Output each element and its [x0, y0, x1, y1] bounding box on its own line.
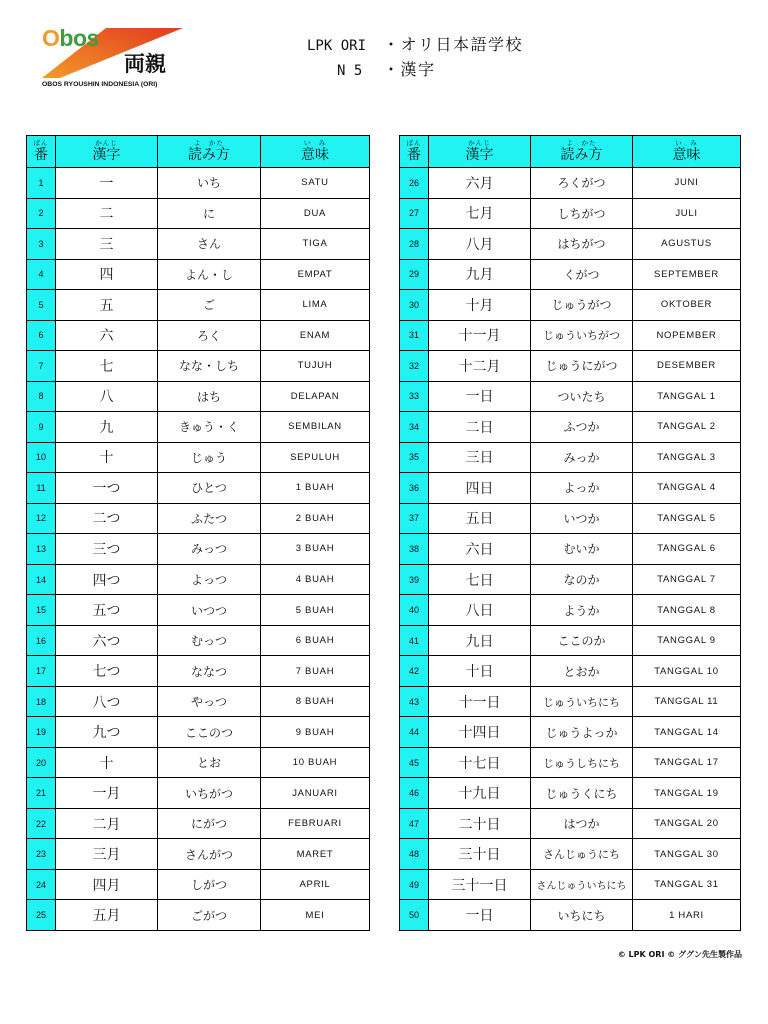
row-number: 32: [400, 351, 429, 382]
vocab-table-right: [399, 135, 741, 931]
meaning-cell: 3 BUAH: [261, 534, 370, 565]
meaning-cell: TUJUH: [261, 351, 370, 382]
meaning-cell: 5 BUAH: [261, 595, 370, 626]
kanji-cell: 二つ: [56, 504, 158, 535]
row-number: 31: [400, 321, 429, 352]
meaning-cell: TANGGAL 7: [633, 565, 741, 596]
meaning-cell: TANGGAL 11: [633, 687, 741, 718]
row-number: 48: [400, 839, 429, 870]
reading-cell: ごがつ: [158, 900, 261, 931]
reading-cell: むいか: [531, 534, 633, 565]
reading-cell: ここのか: [531, 626, 633, 657]
meaning-cell: 7 BUAH: [261, 656, 370, 687]
row-number: 37: [400, 504, 429, 535]
reading-cell: いち: [158, 168, 261, 199]
kanji-cell: 六日: [429, 534, 531, 565]
kanji-cell: 十七日: [429, 748, 531, 779]
meaning-cell: JUNI: [633, 168, 741, 199]
meaning-cell: TANGGAL 8: [633, 595, 741, 626]
kanji-cell: 六月: [429, 168, 531, 199]
row-number: 12: [27, 504, 56, 535]
reading-cell: じゅう: [158, 443, 261, 474]
meaning-cell: DESEMBER: [633, 351, 741, 382]
column-header-ruby: かんじ: [95, 139, 118, 147]
reading-cell: ななつ: [158, 656, 261, 687]
logo-brand-rest: bos: [59, 25, 99, 51]
meaning-cell: TANGGAL 3: [633, 443, 741, 474]
reading-cell: みっつ: [158, 534, 261, 565]
kanji-cell: 一つ: [56, 473, 158, 504]
kanji-cell: 七日: [429, 565, 531, 596]
kanji-cell: 九: [56, 412, 158, 443]
column-header-ruby: い み: [303, 139, 327, 147]
school-logo: [40, 24, 188, 92]
row-number: 19: [27, 717, 56, 748]
meaning-cell: JULI: [633, 199, 741, 230]
meaning-cell: TANGGAL 9: [633, 626, 741, 657]
column-header-label: 漢字: [92, 147, 121, 163]
kanji-cell: 七つ: [56, 656, 158, 687]
reading-cell: むっつ: [158, 626, 261, 657]
column-header-number: [400, 136, 429, 168]
column-header-ruby: かんじ: [468, 139, 491, 147]
meaning-cell: AGUSTUS: [633, 229, 741, 260]
row-number: 49: [400, 870, 429, 901]
meaning-cell: 1 BUAH: [261, 473, 370, 504]
row-number: 21: [27, 778, 56, 809]
reading-cell: いちがつ: [158, 778, 261, 809]
column-header-label: 番: [34, 147, 48, 163]
row-number: 42: [400, 656, 429, 687]
reading-cell: ろくがつ: [531, 168, 633, 199]
meaning-cell: SEMBILAN: [261, 412, 370, 443]
row-number: 45: [400, 748, 429, 779]
logo-subtitle: OBOS RYOUSHIN INDONESIA (ORI): [42, 81, 158, 88]
kanji-cell: 六: [56, 321, 158, 352]
kanji-cell: 九日: [429, 626, 531, 657]
kanji-cell: 四月: [56, 870, 158, 901]
column-header-number: [27, 136, 56, 168]
meaning-cell: TANGGAL 6: [633, 534, 741, 565]
meaning-cell: SATU: [261, 168, 370, 199]
row-number: 15: [27, 595, 56, 626]
row-number: 20: [27, 748, 56, 779]
row-number: 7: [27, 351, 56, 382]
row-number: 40: [400, 595, 429, 626]
reading-cell: に: [158, 199, 261, 230]
reading-cell: ご: [158, 290, 261, 321]
reading-cell: ふたつ: [158, 504, 261, 535]
kanji-cell: 十月: [429, 290, 531, 321]
kanji-cell: 十九日: [429, 778, 531, 809]
row-number: 38: [400, 534, 429, 565]
meaning-cell: MARET: [261, 839, 370, 870]
header-subject: ・漢字: [383, 60, 436, 79]
row-number: 13: [27, 534, 56, 565]
reading-cell: じゅうしちにち: [531, 748, 633, 779]
logo-brand: [42, 26, 99, 50]
reading-cell: じゅうくにち: [531, 778, 633, 809]
reading-cell: じゅうよっか: [531, 717, 633, 748]
kanji-cell: 八つ: [56, 687, 158, 718]
column-header-kanji: [56, 136, 158, 168]
kanji-cell: 十一日: [429, 687, 531, 718]
kanji-cell: 二月: [56, 809, 158, 840]
meaning-cell: 4 BUAH: [261, 565, 370, 596]
kanji-cell: 三つ: [56, 534, 158, 565]
reading-cell: さんじゅうにち: [531, 839, 633, 870]
row-number: 26: [400, 168, 429, 199]
reading-cell: よん・し: [158, 260, 261, 291]
reading-cell: ひとつ: [158, 473, 261, 504]
column-header-label: 意味: [672, 147, 701, 163]
meaning-cell: 10 BUAH: [261, 748, 370, 779]
row-number: 50: [400, 900, 429, 931]
column-header-label: 番: [407, 147, 421, 163]
kanji-cell: 七: [56, 351, 158, 382]
kanji-cell: 一: [56, 168, 158, 199]
meaning-cell: TANGGAL 19: [633, 778, 741, 809]
kanji-cell: 三十日: [429, 839, 531, 870]
reading-cell: ここのつ: [158, 717, 261, 748]
reading-cell: じゅうがつ: [531, 290, 633, 321]
reading-cell: ふつか: [531, 412, 633, 443]
row-number: 24: [27, 870, 56, 901]
kanji-cell: 十: [56, 443, 158, 474]
kanji-cell: 十: [56, 748, 158, 779]
kanji-cell: 八日: [429, 595, 531, 626]
meaning-cell: 2 BUAH: [261, 504, 370, 535]
reading-cell: よっか: [531, 473, 633, 504]
meaning-cell: 8 BUAH: [261, 687, 370, 718]
row-number: 18: [27, 687, 56, 718]
kanji-cell: 四日: [429, 473, 531, 504]
meaning-cell: LIMA: [261, 290, 370, 321]
logo-brand-o: O: [42, 25, 60, 51]
row-number: 9: [27, 412, 56, 443]
kanji-cell: 三: [56, 229, 158, 260]
meaning-cell: SEPTEMBER: [633, 260, 741, 291]
meaning-cell: TANGGAL 2: [633, 412, 741, 443]
row-number: 3: [27, 229, 56, 260]
reading-cell: みっか: [531, 443, 633, 474]
kanji-cell: 一日: [429, 900, 531, 931]
meaning-cell: APRIL: [261, 870, 370, 901]
kanji-cell: 十日: [429, 656, 531, 687]
row-number: 36: [400, 473, 429, 504]
row-number: 16: [27, 626, 56, 657]
header-school-name: ・オリ日本語学校: [383, 35, 524, 54]
vocab-table-left: [26, 135, 370, 931]
column-header-reading: [158, 136, 261, 168]
reading-cell: いちにち: [531, 900, 633, 931]
kanji-cell: 一日: [429, 382, 531, 413]
kanji-cell: 五: [56, 290, 158, 321]
row-number: 14: [27, 565, 56, 596]
row-number: 22: [27, 809, 56, 840]
meaning-cell: TANGGAL 10: [633, 656, 741, 687]
reading-cell: きゅう・く: [158, 412, 261, 443]
kanji-cell: 五日: [429, 504, 531, 535]
reading-cell: しちがつ: [531, 199, 633, 230]
kanji-cell: 十四日: [429, 717, 531, 748]
row-number: 46: [400, 778, 429, 809]
reading-cell: とお: [158, 748, 261, 779]
row-number: 33: [400, 382, 429, 413]
kanji-cell: 九つ: [56, 717, 158, 748]
column-header-ruby: よ かた: [194, 139, 224, 147]
kanji-cell: 八: [56, 382, 158, 413]
row-number: 39: [400, 565, 429, 596]
column-header-label: 漢字: [465, 147, 494, 163]
row-number: 11: [27, 473, 56, 504]
meaning-cell: DELAPAN: [261, 382, 370, 413]
reading-cell: さん: [158, 229, 261, 260]
footer-credit: © LPK ORI © ググン先生製作品: [617, 950, 742, 959]
column-header-meaning: [261, 136, 370, 168]
meaning-cell: TANGGAL 30: [633, 839, 741, 870]
meaning-cell: TANGGAL 4: [633, 473, 741, 504]
column-header-reading: [531, 136, 633, 168]
column-header-ruby: よ かた: [566, 139, 597, 147]
kanji-cell: 四: [56, 260, 158, 291]
reading-cell: いつつ: [158, 595, 261, 626]
meaning-cell: FEBRUARI: [261, 809, 370, 840]
row-number: 23: [27, 839, 56, 870]
kanji-cell: 二: [56, 199, 158, 230]
kanji-cell: 一月: [56, 778, 158, 809]
meaning-cell: 6 BUAH: [261, 626, 370, 657]
meaning-cell: TANGGAL 20: [633, 809, 741, 840]
reading-cell: なのか: [531, 565, 633, 596]
reading-cell: なな・しち: [158, 351, 261, 382]
column-header-label: 読み方: [560, 147, 603, 163]
reading-cell: いつか: [531, 504, 633, 535]
column-header-kanji: [429, 136, 531, 168]
row-number: 35: [400, 443, 429, 474]
row-number: 4: [27, 260, 56, 291]
meaning-cell: EMPAT: [261, 260, 370, 291]
meaning-cell: 1 HARI: [633, 900, 741, 931]
meaning-cell: JANUARI: [261, 778, 370, 809]
row-number: 30: [400, 290, 429, 321]
reading-cell: ついたち: [531, 382, 633, 413]
reading-cell: じゅうにがつ: [531, 351, 633, 382]
row-number: 27: [400, 199, 429, 230]
row-number: 10: [27, 443, 56, 474]
column-header-meaning: [633, 136, 741, 168]
meaning-cell: TANGGAL 14: [633, 717, 741, 748]
reading-cell: よっつ: [158, 565, 261, 596]
row-number: 43: [400, 687, 429, 718]
column-header-label: 読み方: [188, 147, 230, 163]
kanji-cell: 三日: [429, 443, 531, 474]
kanji-cell: 八月: [429, 229, 531, 260]
meaning-cell: OKTOBER: [633, 290, 741, 321]
row-number: 25: [27, 900, 56, 931]
header-school-code: LPK ORI: [307, 38, 367, 54]
row-number: 2: [27, 199, 56, 230]
reading-cell: じゅういちにち: [531, 687, 633, 718]
meaning-cell: TANGGAL 5: [633, 504, 741, 535]
kanji-cell: 十一月: [429, 321, 531, 352]
row-number: 8: [27, 382, 56, 413]
column-header-label: 意味: [301, 147, 329, 163]
reading-cell: さんがつ: [158, 839, 261, 870]
logo-kanji: 両親: [124, 52, 166, 76]
reading-cell: ろく: [158, 321, 261, 352]
kanji-cell: 三十一日: [429, 870, 531, 901]
kanji-cell: 七月: [429, 199, 531, 230]
meaning-cell: NOPEMBER: [633, 321, 741, 352]
header-level: N 5: [337, 63, 363, 79]
kanji-cell: 三月: [56, 839, 158, 870]
column-header-ruby: い み: [675, 139, 698, 147]
reading-cell: やっつ: [158, 687, 261, 718]
row-number: 34: [400, 412, 429, 443]
meaning-cell: TANGGAL 1: [633, 382, 741, 413]
kanji-cell: 五月: [56, 900, 158, 931]
row-number: 5: [27, 290, 56, 321]
reading-cell: はちがつ: [531, 229, 633, 260]
kanji-cell: 二日: [429, 412, 531, 443]
kanji-cell: 六つ: [56, 626, 158, 657]
meaning-cell: TANGGAL 17: [633, 748, 741, 779]
kanji-cell: 四つ: [56, 565, 158, 596]
reading-cell: ようか: [531, 595, 633, 626]
kanji-cell: 五つ: [56, 595, 158, 626]
kanji-cell: 二十日: [429, 809, 531, 840]
kanji-cell: 九月: [429, 260, 531, 291]
reading-cell: はち: [158, 382, 261, 413]
row-number: 17: [27, 656, 56, 687]
row-number: 28: [400, 229, 429, 260]
meaning-cell: ENAM: [261, 321, 370, 352]
row-number: 1: [27, 168, 56, 199]
column-header-ruby: ばん: [406, 139, 422, 147]
row-number: 41: [400, 626, 429, 657]
meaning-cell: TIGA: [261, 229, 370, 260]
row-number: 44: [400, 717, 429, 748]
meaning-cell: TANGGAL 31: [633, 870, 741, 901]
row-number: 47: [400, 809, 429, 840]
reading-cell: さんじゅういちにち: [531, 870, 633, 901]
column-header-ruby: ばん: [33, 139, 49, 147]
reading-cell: はつか: [531, 809, 633, 840]
meaning-cell: 9 BUAH: [261, 717, 370, 748]
meaning-cell: DUA: [261, 199, 370, 230]
kanji-cell: 十二月: [429, 351, 531, 382]
row-number: 6: [27, 321, 56, 352]
reading-cell: じゅういちがつ: [531, 321, 633, 352]
reading-cell: くがつ: [531, 260, 633, 291]
reading-cell: にがつ: [158, 809, 261, 840]
meaning-cell: MEI: [261, 900, 370, 931]
row-number: 29: [400, 260, 429, 291]
reading-cell: とおか: [531, 656, 633, 687]
reading-cell: しがつ: [158, 870, 261, 901]
meaning-cell: SEPULUH: [261, 443, 370, 474]
